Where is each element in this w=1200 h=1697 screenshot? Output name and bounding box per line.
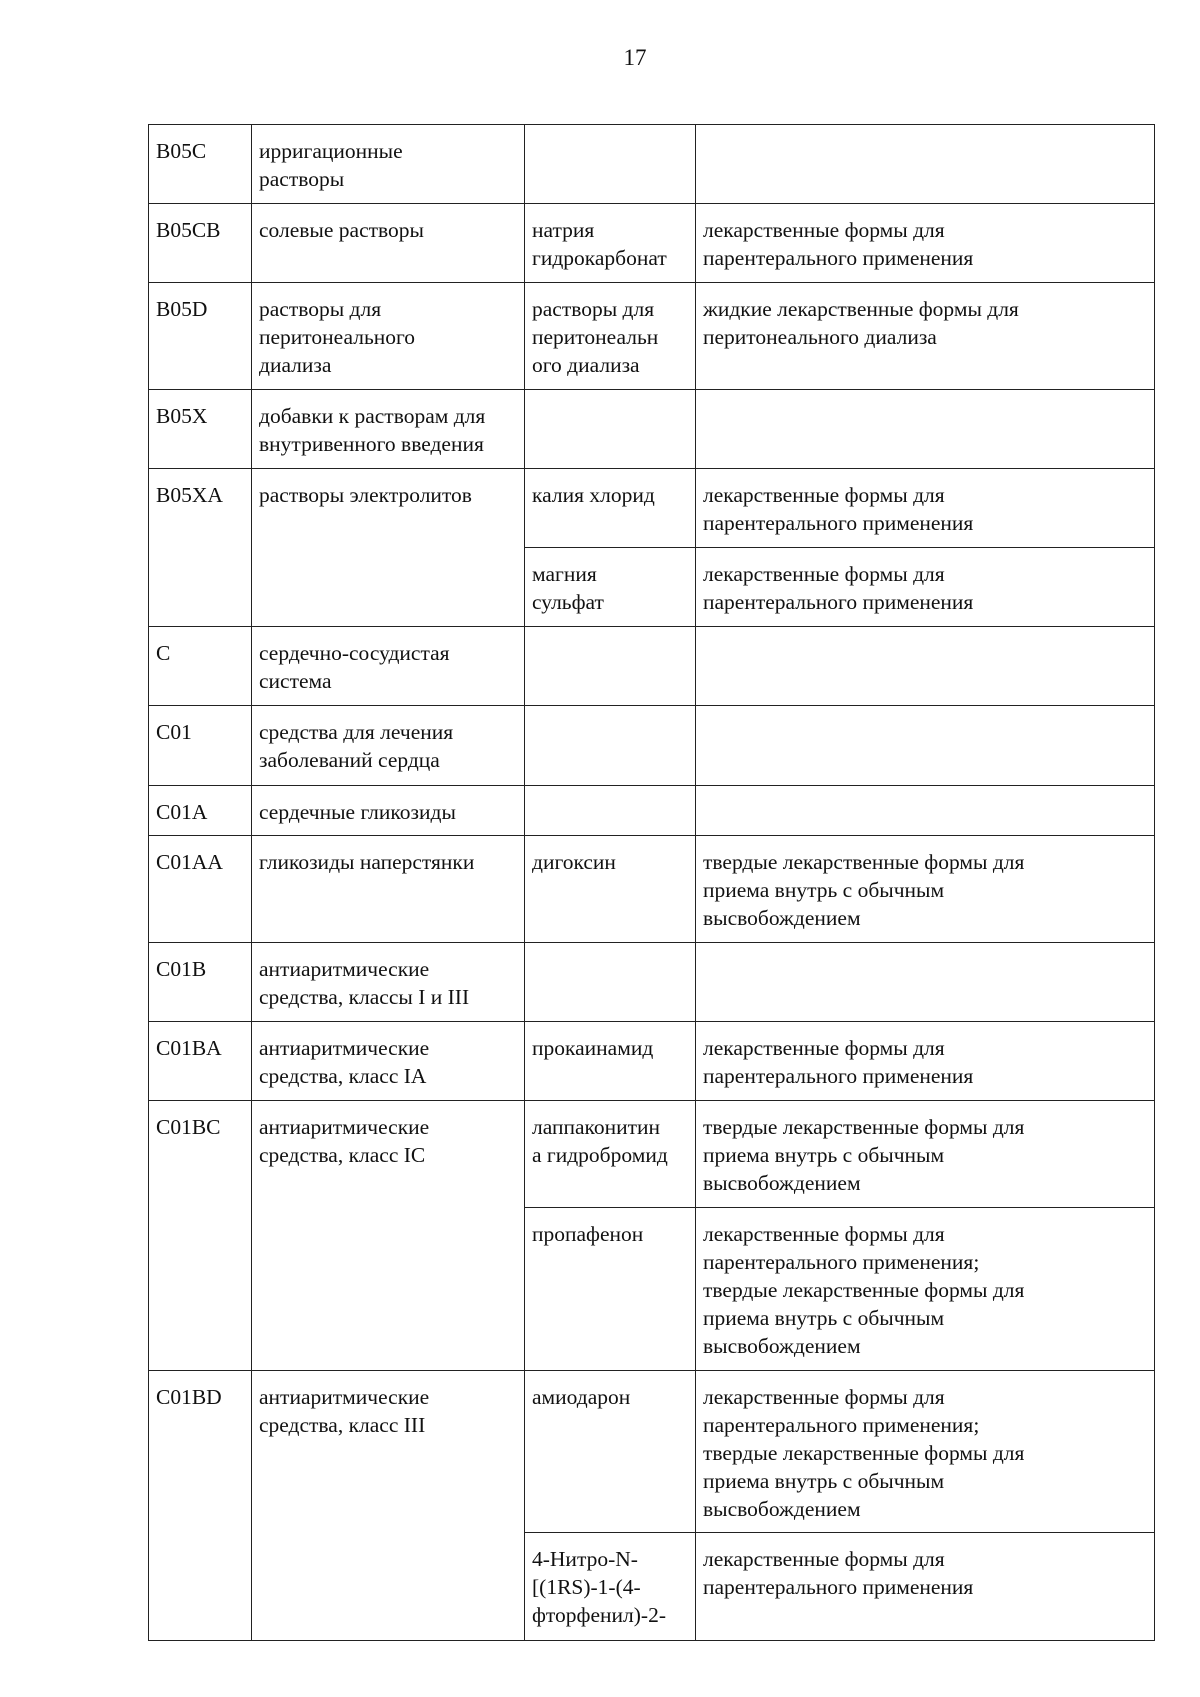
atc-code-cell: B05D	[149, 283, 252, 390]
atc-code-cell: C	[149, 627, 252, 706]
drug-name-cell: дигоксин	[525, 836, 696, 943]
dosage-form-cell	[696, 706, 1155, 786]
atc-code-cell: C01B	[149, 943, 252, 1022]
group-name-cell: растворы электролитов	[252, 469, 525, 627]
atc-medication-table	[148, 124, 1155, 1641]
atc-code-cell: B05XA	[149, 469, 252, 627]
drug-name-cell: натрия гидрокарбонат	[525, 204, 696, 283]
atc-code-cell: B05X	[149, 390, 252, 469]
drug-name-cell	[525, 706, 696, 786]
table-row	[149, 204, 1155, 283]
group-name-cell: антиаритмические средства, класс IC	[252, 1101, 525, 1371]
drug-name-cell: магния сульфат	[525, 548, 696, 627]
dosage-form-cell	[696, 786, 1155, 836]
dosage-form-cell: жидкие лекарственные формы для перитонеального диализа	[696, 283, 1155, 390]
dosage-form-cell: лекарственные формы для парентерального применения; твердые лекарственные формы для приема внутрь с обычным высвобождением	[696, 1208, 1155, 1371]
drug-name-cell	[525, 390, 696, 469]
atc-code-cell: C01AA	[149, 836, 252, 943]
table-row	[149, 706, 1155, 786]
table-row	[149, 1371, 1155, 1533]
drug-name-cell: растворы для перитонеальн ого диализа	[525, 283, 696, 390]
dosage-form-cell	[696, 943, 1155, 1022]
table-row	[149, 627, 1155, 706]
dosage-form-cell: лекарственные формы для парентерального применения	[696, 1533, 1155, 1641]
table-row	[149, 786, 1155, 836]
group-name-cell: растворы для перитонеального диализа	[252, 283, 525, 390]
table-row	[149, 125, 1155, 204]
dosage-form-cell: лекарственные формы для парентерального применения	[696, 469, 1155, 548]
atc-code-cell: B05C	[149, 125, 252, 204]
group-name-cell: антиаритмические средства, класс III	[252, 1371, 525, 1641]
atc-code-cell: C01	[149, 706, 252, 786]
dosage-form-cell: твердые лекарственные формы для приема внутрь с обычным высвобождением	[696, 836, 1155, 943]
group-name-cell: сердечно-сосудистая система	[252, 627, 525, 706]
group-name-cell: антиаритмические средства, классы I и III	[252, 943, 525, 1022]
drug-name-cell: 4-Нитро-N- [(1RS)-1-(4- фторфенил)-2-	[525, 1533, 696, 1641]
group-name-cell: сердечные гликозиды	[252, 786, 525, 836]
drug-name-cell: калия хлорид	[525, 469, 696, 548]
dosage-form-cell: лекарственные формы для парентерального применения	[696, 1022, 1155, 1101]
atc-code-cell: C01BC	[149, 1101, 252, 1371]
atc-code-cell: B05CB	[149, 204, 252, 283]
group-name-cell: ирригационные растворы	[252, 125, 525, 204]
table-row	[149, 1022, 1155, 1101]
table-row	[149, 390, 1155, 469]
drug-name-cell	[525, 786, 696, 836]
drug-name-cell: пропафенон	[525, 1208, 696, 1371]
drug-name-cell: прокаинамид	[525, 1022, 696, 1101]
page-number: 17	[623, 45, 647, 70]
dosage-form-cell: лекарственные формы для парентерального применения	[696, 548, 1155, 627]
dosage-form-cell: лекарственные формы для парентерального применения; твердые лекарственные формы для приема внутрь с обычным высвобождением	[696, 1371, 1155, 1533]
table-row	[149, 469, 1155, 548]
group-name-cell: средства для лечения заболеваний сердца	[252, 706, 525, 786]
table-row	[149, 943, 1155, 1022]
drug-name-cell	[525, 125, 696, 204]
table-row	[149, 283, 1155, 390]
table-row	[149, 836, 1155, 943]
drug-name-cell	[525, 943, 696, 1022]
group-name-cell: солевые растворы	[252, 204, 525, 283]
drug-name-cell: лаппаконитин а гидробромид	[525, 1101, 696, 1208]
dosage-form-cell	[696, 125, 1155, 204]
atc-code-cell: C01A	[149, 786, 252, 836]
atc-code-cell: C01BA	[149, 1022, 252, 1101]
atc-code-cell: C01BD	[149, 1371, 252, 1641]
group-name-cell: гликозиды наперстянки	[252, 836, 525, 943]
dosage-form-cell: лекарственные формы для парентерального применения	[696, 204, 1155, 283]
drug-name-cell: амиодарон	[525, 1371, 696, 1533]
dosage-form-cell	[696, 390, 1155, 469]
group-name-cell: добавки к растворам для внутривенного введения	[252, 390, 525, 469]
group-name-cell: антиаритмические средства, класс IA	[252, 1022, 525, 1101]
drug-name-cell	[525, 627, 696, 706]
dosage-form-cell	[696, 627, 1155, 706]
table-row	[149, 1101, 1155, 1208]
dosage-form-cell: твердые лекарственные формы для приема внутрь с обычным высвобождением	[696, 1101, 1155, 1208]
